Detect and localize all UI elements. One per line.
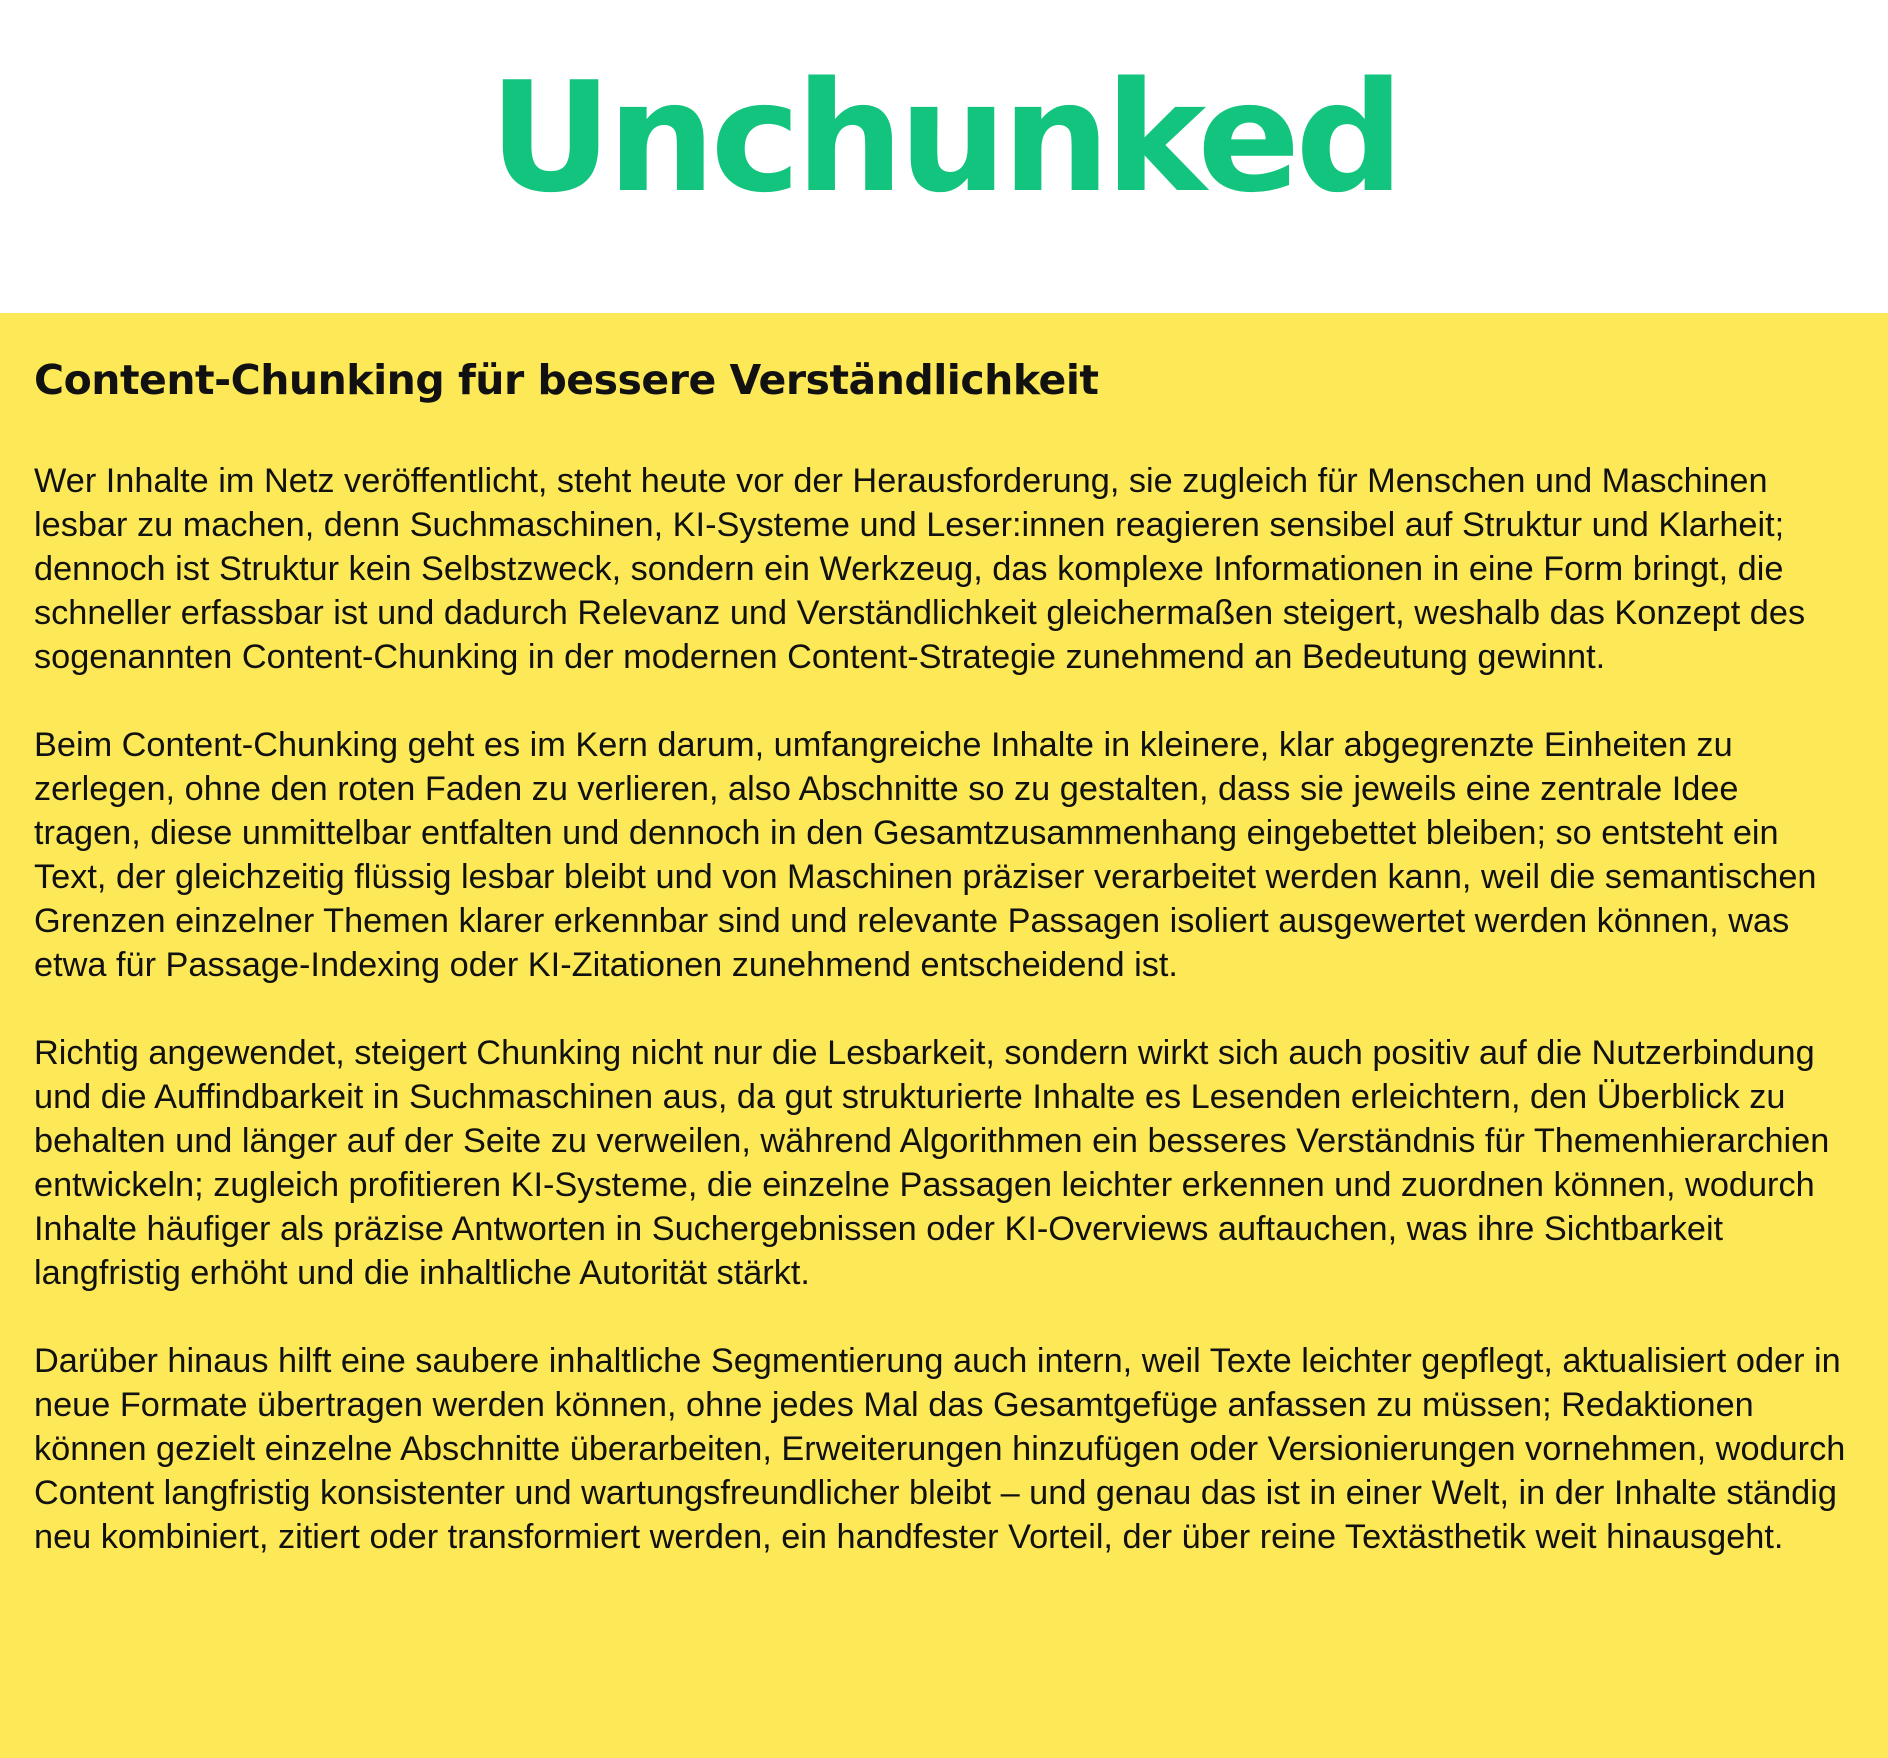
article-panel <box>0 313 1888 1758</box>
article-paragraph: Richtig angewendet, steigert Chunking nicht nur die Lesbarkeit, sondern wirkt sich auch positiv auf die Nutzerbindung und die Auffindbarkeit in Suchmaschinen aus, da gut strukturierte Inhalte es Lesenden erleichtern, den Überblick zu behalten und länger auf der Seite zu verweilen, während Algorithmen ein besseres Verständnis für Themenhierarchien entwickeln; zugleich profitieren KI-Systeme, die einzelne Passagen leichter erkennen und zuordnen können, wodurch Inhalte häufiger als präzise Antworten in Suchergebnissen oder KI-Overviews auftauchen, was ihre Sichtbarkeit langfristig erhöht und die inhaltliche Autorität stärkt. <box>34 1034 1830 1292</box>
article-body <box>34 459 1852 1559</box>
article-paragraph: Darüber hinaus hilft eine saubere inhaltliche Segmentierung auch intern, weil Texte leichter gepflegt, aktualisiert oder in neue Formate übertragen werden können, ohne jedes Mal das Gesamtgefüge anfassen zu müssen; Redaktionen können gezielt einzelne Abschnitte überarbeiten, Erweiterungen hinzufügen oder Versionierungen vornehmen, wodurch Content langfristig konsistenter und wartungsfreundlicher bleibt – und genau das ist in einer Welt, in der Inhalte ständig neu kombiniert, zitiert oder transformiert werden, ein handfester Vorteil, der über reine Textästhetik weit hinausgeht. <box>34 1342 1846 1556</box>
header-banner <box>0 0 1888 313</box>
article-paragraph: Beim Content-Chunking geht es im Kern darum, umfangreiche Inhalte in kleinere, klar abgegrenzte Einheiten zu zerlegen, ohne den roten Faden zu verlieren, also Abschnitte so zu gestalten, dass sie jeweils eine zentrale Idee tragen, diese unmittelbar entfalten und dennoch in den Gesamtzusammenhang eingebettet bleiben; so entsteht ein Text, der gleichzeitig flüssig lesbar bleibt und von Maschinen präziser verarbeitet werden kann, weil die semantischen Grenzen einzelner Themen klarer erkennbar sind und relevante Passagen isoliert ausgewertet werden können, was etwa für Passage-Indexing oder KI-Zitationen zunehmend entscheidend ist. <box>34 726 1817 984</box>
article-paragraph: Wer Inhalte im Netz veröffentlicht, steht heute vor der Herausforderung, sie zugleich für Menschen und Maschinen lesbar zu machen, denn Suchmaschinen, KI-Systeme und Leser:innen reagieren sensibel auf Struktur und Klarheit; dennoch ist Struktur kein Selbstzweck, sondern ein Werkzeug, das komplexe Informationen in eine Form bringt, die schneller erfassbar ist und dadurch Relevanz und Verständlichkeit gleichermaßen steigert, weshalb das Konzept des sogenannten Content-Chunking in der modernen Content-Strategie zunehmend an Bedeutung gewinnt. <box>34 462 1806 676</box>
article-heading: Content-Chunking für bessere Verständlichkeit <box>34 356 1099 404</box>
page-title: Unchunked <box>488 49 1400 226</box>
